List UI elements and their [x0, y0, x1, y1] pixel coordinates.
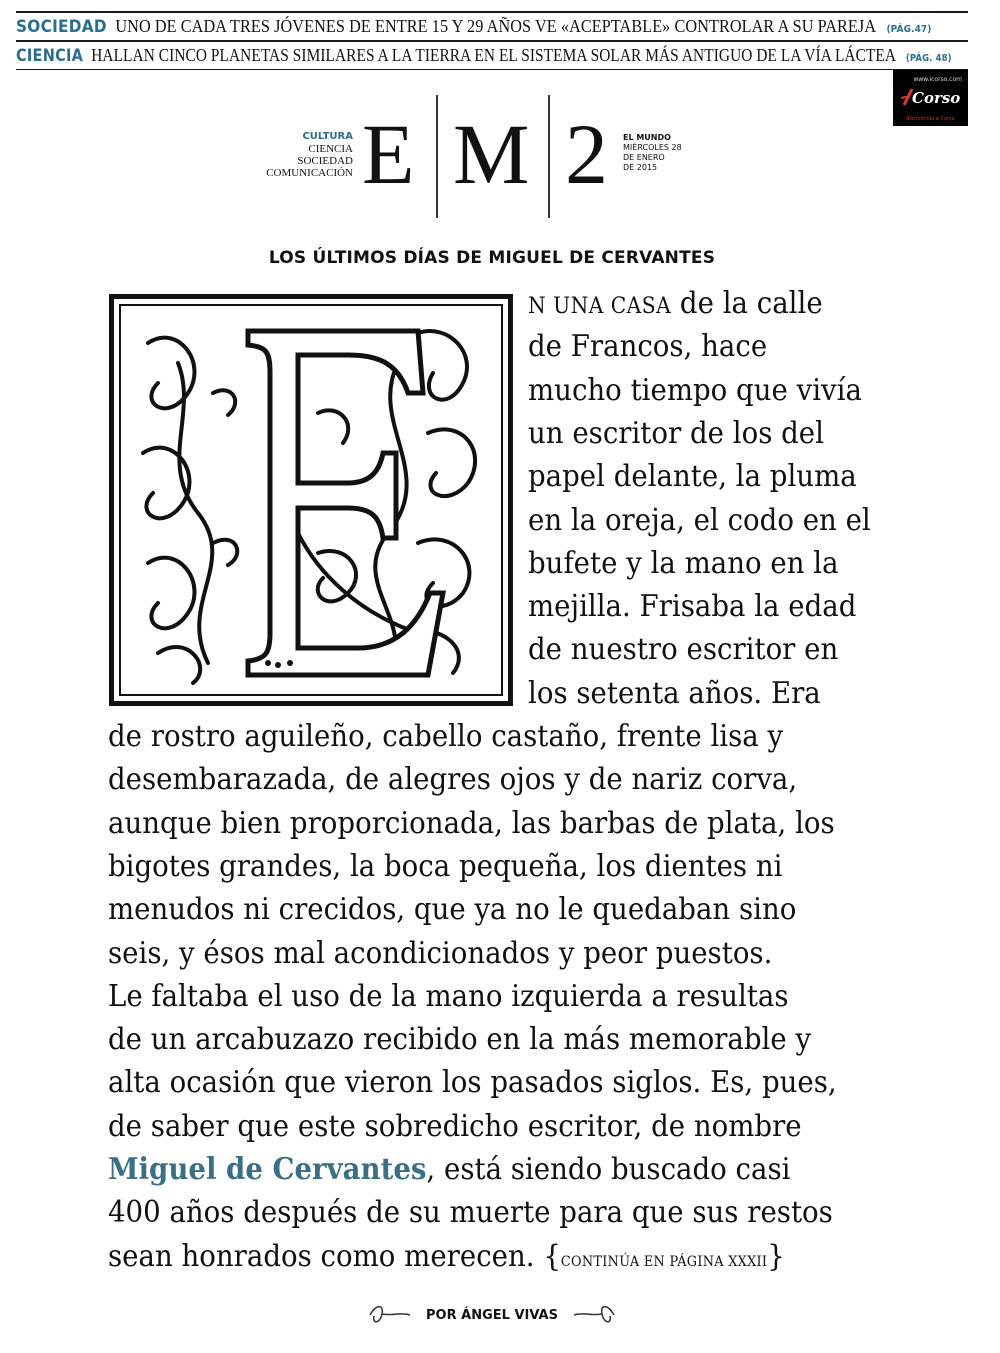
left-flourish-icon — [368, 1302, 412, 1328]
byline-text: POR ÁNGEL VIVAS — [426, 1307, 558, 1323]
body-line-text: 400 años después de su muerte para que sus restos — [108, 1195, 833, 1231]
logo-name: Corso — [912, 89, 961, 107]
body-line — [528, 542, 866, 585]
teaser-headline: HALLAN CINCO PLANETAS SIMILARES A LA TIERRA EN EL SISTEMA SOLAR MÁS ANTIGUO DE LA VÍA LÁCTEA — [91, 44, 897, 65]
body-line — [108, 888, 856, 931]
body-line-text: de la calle — [671, 286, 823, 321]
date-line: MIÉRCOLES 28 — [623, 143, 682, 152]
body-line-text: los setenta años. Era — [528, 675, 821, 711]
body-line-text: de un arcabuzazo recibido en la más memorable y — [108, 1022, 812, 1058]
teaser-section-label: CIENCIA — [16, 45, 84, 66]
masthead-dateline — [623, 133, 682, 173]
teaser-ciencia[interactable] — [16, 42, 968, 69]
body-line — [528, 628, 865, 671]
teaser-bar — [16, 11, 968, 70]
continuation-link[interactable]: CONTINÚA EN PÁGINA XXXII — [560, 1253, 768, 1270]
body-line — [108, 845, 841, 888]
date-line: DE ENERO — [623, 153, 665, 162]
body-line-text: en la oreja, el codo en el — [528, 502, 871, 538]
body-line-text: seis, y ésos mal acondicionados y peor puestos. — [108, 935, 773, 971]
body-line-text: de rostro aguileño, cabello castaño, frente lisa y — [108, 719, 784, 754]
teaser-section-label: SOCIEDAD — [16, 17, 107, 37]
body-line — [528, 499, 901, 542]
body-line — [108, 1235, 844, 1278]
masthead-section-sociedad: SOCIEDAD — [297, 155, 353, 167]
date-line: DE 2015 — [623, 163, 658, 172]
teaser-sociedad[interactable] — [16, 13, 968, 40]
masthead-section-ciencia: CIENCIA — [308, 143, 353, 155]
body-line-text: alta ocasión que vieron los pasados siglos. Es, pues, — [108, 1065, 837, 1101]
body-line-text: , está siendo buscado casi — [426, 1152, 791, 1187]
body-line-text: de nuestro escritor en — [528, 632, 839, 668]
close-brace-icon: } — [767, 1238, 785, 1274]
body-line-text: Le faltaba el uso de la mano izquierda a resultas — [108, 978, 789, 1014]
body-line — [108, 1018, 872, 1061]
body-line — [528, 672, 846, 715]
body-line-text: aunque bien proporcionada, las barbas de plata, los — [108, 805, 835, 841]
body-line — [108, 1061, 900, 1104]
body-line — [108, 715, 842, 758]
corso-logo[interactable] — [893, 70, 968, 126]
body-line-text: de saber que este sobredicho escritor, de nombre — [108, 1108, 802, 1144]
masthead-letter-m: M — [453, 106, 530, 202]
body-line-text: mucho tiempo que vivía — [528, 372, 862, 408]
body-line-text: de Francos, hace — [528, 329, 768, 365]
body-line-text: sean honrados como merecen. — [108, 1238, 544, 1274]
open-brace-icon: { — [543, 1238, 561, 1274]
teaser-page-ref: (PÁG. 48) — [905, 52, 952, 64]
body-line-text: bigotes grandes, la boca pequeña, los dientes ni — [108, 848, 783, 884]
lead-in-smallcaps: N UNA CASA — [528, 294, 672, 319]
newspaper-name: EL MUNDO — [623, 133, 671, 142]
byline — [0, 1302, 984, 1328]
body-line-text: menudos ni crecidos, que ya no le quedaban sino — [108, 892, 797, 928]
ornamental-dropcap — [109, 294, 513, 706]
masthead-sections — [266, 131, 353, 179]
body-line — [528, 455, 885, 498]
body-line-text: mejilla. Frisaba la edad — [528, 589, 857, 625]
body-line — [528, 369, 891, 412]
body-line — [108, 1191, 896, 1234]
body-line — [528, 325, 788, 368]
teaser-page-ref: (PÁG.47) — [886, 24, 932, 35]
body-line-text: bufete y la mano en la — [528, 545, 839, 581]
logo-tagline: Bienvenido a Corso — [906, 116, 955, 122]
body-line-text: desembarazada, de alegres ojos y de nariz corva, — [108, 762, 798, 798]
masthead-section-comunicacion: COMUNICACIÓN — [266, 167, 353, 179]
body-line — [528, 282, 848, 325]
masthead-number-2: 2 — [565, 106, 608, 202]
ornamental-initial-e-icon — [118, 303, 504, 697]
masthead-section-cultura: CULTURA — [302, 131, 353, 142]
teaser-headline: UNO DE CADA TRES JÓVENES DE ENTRE 15 Y 29 AÑOS VE «ACEPTABLE» CONTROLAR A SU PAREJA — [115, 16, 877, 36]
body-line — [108, 802, 898, 845]
teaser-bottom-rule — [16, 69, 968, 71]
body-line — [528, 585, 885, 628]
body-line — [108, 1105, 862, 1148]
body-line — [528, 412, 850, 455]
body-line — [108, 932, 830, 975]
body-line-text: papel delante, la pluma — [528, 459, 857, 495]
logo-url: www.icorso.com — [913, 76, 962, 83]
masthead-divider — [436, 95, 438, 218]
masthead-divider — [548, 95, 550, 218]
body-line — [108, 758, 857, 801]
highlighted-name: Miguel de Cervantes — [108, 1152, 427, 1187]
article-headline: LOS ÚLTIMOS DÍAS DE MIGUEL DE CERVANTES — [268, 248, 716, 268]
body-line-text: un escritor de los del — [528, 415, 824, 451]
right-flourish-icon — [572, 1302, 616, 1328]
body-line — [108, 1148, 850, 1191]
masthead-letter-e: E — [362, 106, 415, 202]
body-line — [108, 975, 848, 1018]
